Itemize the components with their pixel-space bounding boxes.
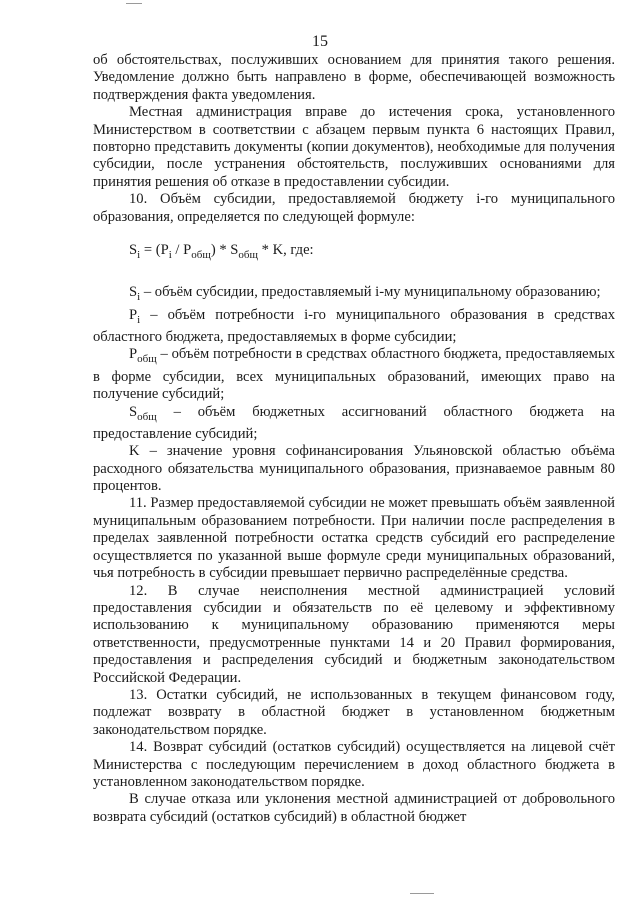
definition-text: – объём субсидии, предоставляемый i-му муниципальному образованию; — [140, 284, 601, 301]
body-text — [93, 52, 615, 826]
formula-subscript: общ — [191, 248, 211, 261]
paragraph: 10. Объём субсидии, предоставляемой бюджету i-го муниципального образования, определяется по следующей формуле: — [93, 191, 615, 225]
paragraph: В случае отказа или уклонения местной администрацией от добровольного возврата субсидий (остатков субсидий) в областной бюджет — [93, 791, 615, 825]
formula-part: ) * S — [210, 242, 239, 259]
formula-subscript: i — [137, 248, 141, 261]
formula-part: S — [129, 242, 138, 259]
definition-subscript: i — [137, 313, 141, 326]
definition-symbol: S — [129, 284, 138, 301]
definition-item — [93, 404, 615, 444]
definition-item — [93, 346, 615, 403]
definition-symbol: S — [129, 403, 138, 420]
subsidy-formula — [129, 242, 615, 264]
scan-artifact-bottom — [410, 893, 434, 894]
formula-spacing — [93, 264, 615, 284]
formula-part: = (P — [140, 242, 169, 259]
paragraph: об обстоятельствах, послуживших основанием для принятия такого решения. Уведомление должно быть направлено в форме, обеспечивающей возможность подтверждения факта уведомления. — [93, 52, 615, 103]
paragraph: 12. В случае неисполнения местной администрацией условий предоставления субсидии и обязательств по её целевому и эффективному использованию к муниципальному образованию применяются меры ответственности, предусмотренные пунктами 14 и 20 Правил формирования, предоставления и распределения субсидий и бюджетным законодательством Российской Федерации. — [93, 582, 615, 686]
definition-item — [93, 443, 615, 495]
definition-symbol: P — [129, 346, 138, 363]
definition-item — [93, 307, 615, 347]
definition-subscript: i — [137, 291, 141, 304]
definition-subscript: общ — [137, 353, 157, 366]
paragraph: 14. Возврат субсидий (остатков субсидий) осуществляется на лицевой счёт Министерства с последующим перечислением в доход областного бюджета в установленном законодательством порядке. — [93, 739, 615, 790]
paragraph: Местная администрация вправе до истечения срока, установленного Министерством в соответствии с абзацем первым пункта 6 настоящих Правил, повторно представить документы (копии документов), необходимые для получения субсидии, после устранения обстоятельств, послуживших основаниями для принятия решения об отказе в предоставлении субсидии. — [93, 104, 615, 190]
formula-subscript: i — [168, 248, 172, 261]
definition-symbol: K — [129, 443, 140, 460]
definition-text: – объём потребности в средствах областного бюджета, предоставляемых в форме субсидии, всех муниципальных образований, имеющих право на получение субсидий; — [93, 346, 615, 403]
page-number: 15 — [312, 33, 328, 50]
paragraph: 13. Остатки субсидий, не использованных в текущем финансовом году, подлежат возврату в областной бюджет в установленном бюджетным законодательством порядке. — [93, 686, 615, 738]
scan-artifact-top — [126, 3, 142, 4]
formula-part: / P — [171, 242, 192, 259]
definition-text: – объём потребности i-го муниципального образования в средствах областного бюджета, предоставляемых в форме субсидии; — [93, 306, 615, 345]
definition-subscript: общ — [137, 410, 157, 423]
definition-item — [93, 284, 615, 306]
paragraph: 11. Размер предоставляемой субсидии не может превышать объём заявленной муниципальным образованием потребности. При наличии после распределения в пределах заявленной потребности остатка средств субсидий его распределение осуществляется по указанной выше формуле среди муниципальных образований, чья потребность в субсидии превышает первично распределённые средства. — [93, 495, 615, 582]
formula-part: * K, где: — [257, 242, 314, 259]
definition-symbol: P — [129, 306, 138, 323]
definition-text: – объём бюджетных ассигнований областного бюджета на предоставление субсидий; — [93, 403, 615, 442]
definition-text: – значение уровня софинансирования Ульяновской областью объёма расходного обязательства муниципального образования, признаваемое равным 80 процентов. — [93, 443, 615, 495]
formula-subscript: общ — [238, 248, 258, 261]
